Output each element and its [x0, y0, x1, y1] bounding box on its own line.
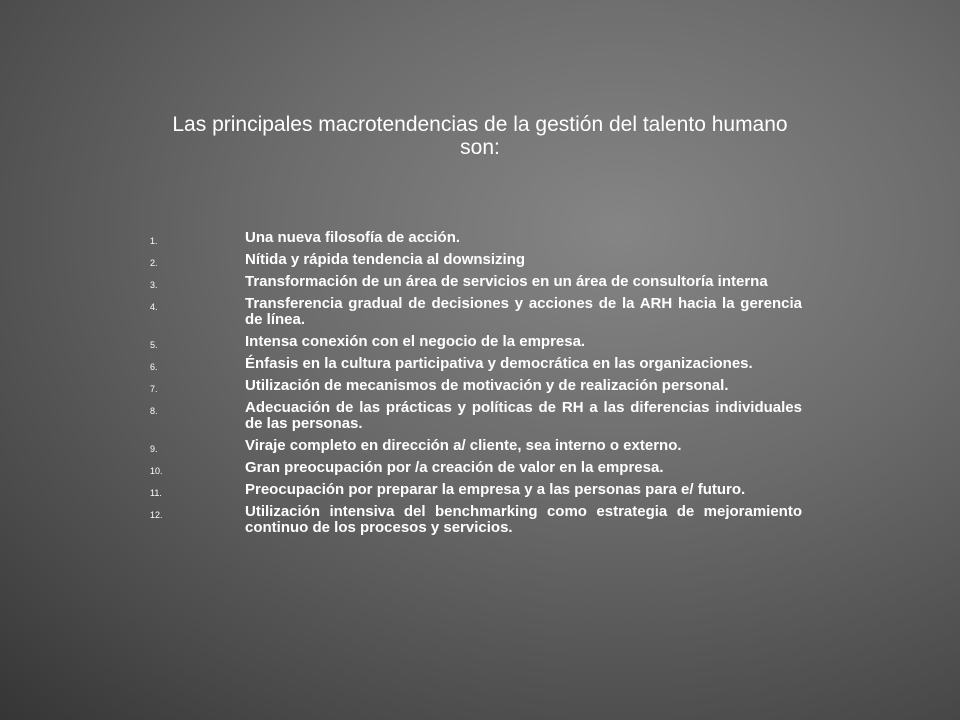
list-item — [150, 438, 802, 454]
item-number: 10. — [150, 466, 163, 476]
item-text: Transformación de un área de servicios en un área de consultoría interna — [245, 273, 768, 290]
trend-list — [150, 230, 802, 542]
list-item — [150, 334, 802, 350]
item-number: 12. — [150, 510, 163, 520]
item-number: 1. — [150, 236, 158, 246]
item-text: Utilización de mecanismos de motivación y de realización personal. — [245, 377, 729, 394]
list-item — [150, 252, 802, 268]
list-item — [150, 400, 802, 432]
list-item — [150, 230, 802, 246]
item-number: 11. — [150, 488, 162, 498]
item-number: 8. — [150, 406, 158, 416]
item-number: 4. — [150, 302, 158, 312]
item-text: Intensa conexión con el negocio de la empresa. — [245, 333, 586, 350]
slide-title: Las principales macrotendencias de la gestión del talento humano son: — [172, 113, 788, 159]
item-text: Una nueva filosofía de acción. — [245, 229, 461, 246]
item-number: 9. — [150, 444, 158, 454]
item-number: 6. — [150, 362, 158, 372]
item-number: 2. — [150, 258, 158, 268]
item-number: 7. — [150, 384, 158, 394]
item-text: Preocupación por preparar la empresa y a las personas para e/ futuro. — [245, 481, 746, 498]
item-number: 3. — [150, 280, 158, 290]
item-text: Adecuación de las prácticas y políticas de RH a las diferencias individuales de las personas. — [245, 399, 802, 432]
item-text: Énfasis en la cultura participativa y democrática en las organizaciones. — [245, 355, 753, 372]
list-item — [150, 356, 802, 372]
item-text: Utilización intensiva del benchmarking como estrategia de mejoramiento continuo de los procesos y servicios. — [245, 503, 802, 536]
item-text: Nítida y rápida tendencia al downsizing — [245, 251, 526, 268]
list-item — [150, 460, 802, 476]
list-item — [150, 482, 802, 498]
list-item — [150, 296, 802, 328]
list-item — [150, 504, 802, 536]
item-text: Gran preocupación por /a creación de valor en la empresa. — [245, 459, 664, 476]
item-number: 5. — [150, 340, 158, 350]
list-item — [150, 378, 802, 394]
item-text: Viraje completo en dirección a/ cliente, sea interno o externo. — [245, 437, 682, 454]
item-text: Transferencia gradual de decisiones y acciones de la ARH hacia la gerencia de línea. — [245, 295, 802, 328]
list-item — [150, 274, 802, 290]
